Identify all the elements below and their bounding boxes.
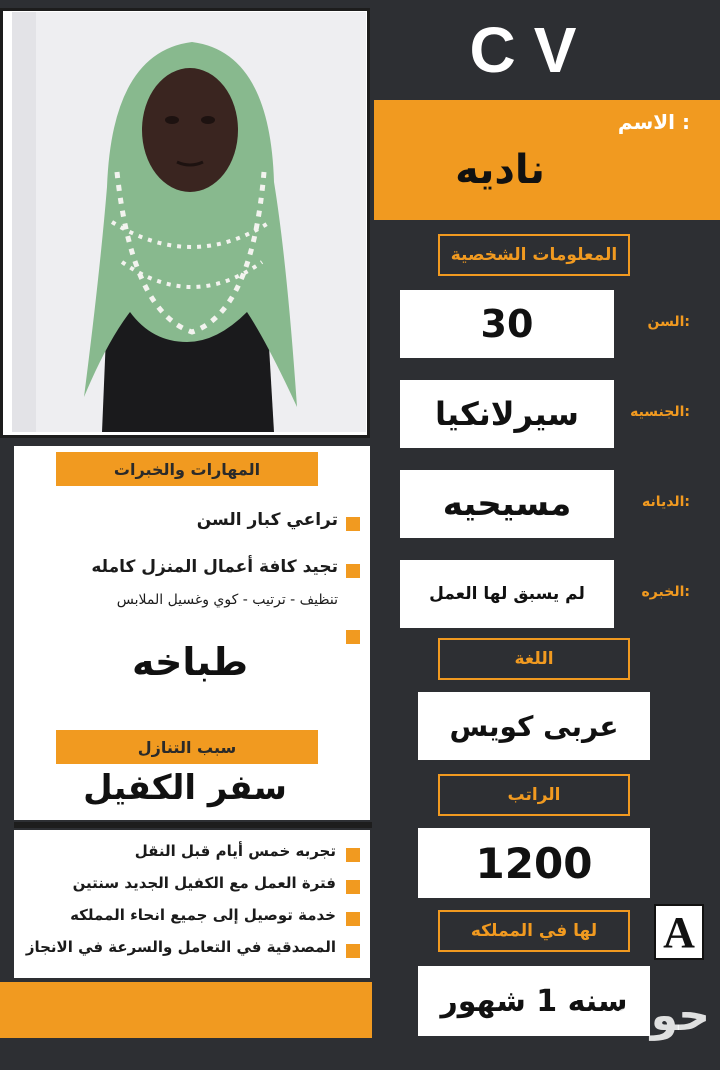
bullet-icon <box>346 912 360 926</box>
bullet-icon <box>346 880 360 894</box>
skill-item: تجيد كافة أعمال المنزل كامله <box>91 557 338 577</box>
personal-info-heading: المعلومات الشخصية <box>438 234 630 276</box>
profile-photo <box>12 12 366 432</box>
brand-watermark: حواء <box>613 990 710 1041</box>
bullet-icon <box>346 564 360 578</box>
language-value: عربى كويس <box>418 692 650 760</box>
in-kingdom-heading: لها في المملكه <box>438 910 630 952</box>
name-label: الاسم : <box>617 110 690 134</box>
cv-title: CV <box>469 14 595 86</box>
worker-portrait-image <box>12 12 366 432</box>
salary-value: 1200 <box>418 828 650 898</box>
bullet-icon <box>346 848 360 862</box>
skill-item-cook: طباخه <box>131 640 248 684</box>
skill-item: تراعي كبار السن <box>196 510 338 530</box>
grade-badge: A <box>654 904 704 960</box>
note-item: خدمة توصيل إلى جميع انحاء المملكه <box>70 906 336 924</box>
note-item: فترة العمل مع الكفيل الجديد سنتين <box>72 874 336 892</box>
experience-value: لم يسبق لها العمل <box>400 560 614 628</box>
skills-heading: المهارات والخبرات <box>56 452 318 486</box>
note-item: تجربه خمس أيام قبل النقل <box>134 842 336 860</box>
transfer-reason-value: سفر الكفيل <box>83 768 287 808</box>
nationality-label: الجنسيه: <box>630 404 690 420</box>
bullet-icon <box>346 517 360 531</box>
nationality-value: سيرلانكيا <box>400 380 614 448</box>
transfer-reason-heading: سبب التنازل <box>56 730 318 764</box>
name-value: ناديه <box>455 147 545 193</box>
age-value: 30 <box>400 290 614 358</box>
footer-accent-bar <box>0 982 372 1038</box>
note-item: المصدقية في التعامل والسرعة في الانجاز <box>25 938 336 956</box>
bullet-icon <box>346 630 360 644</box>
religion-label: الديانه: <box>641 494 690 510</box>
experience-label: الخبره: <box>641 584 690 600</box>
salary-heading: الراتب <box>438 774 630 816</box>
religion-value: مسيحيه <box>400 470 614 538</box>
section-divider <box>14 822 372 828</box>
in-kingdom-value: سنه 1 شهور <box>418 966 650 1036</box>
age-label: السن: <box>647 314 690 330</box>
bullet-icon <box>346 944 360 958</box>
skill-item-detail: تنظيف - ترتيب - كوي وغسيل الملابس <box>116 592 338 608</box>
language-heading: اللغة <box>438 638 630 680</box>
